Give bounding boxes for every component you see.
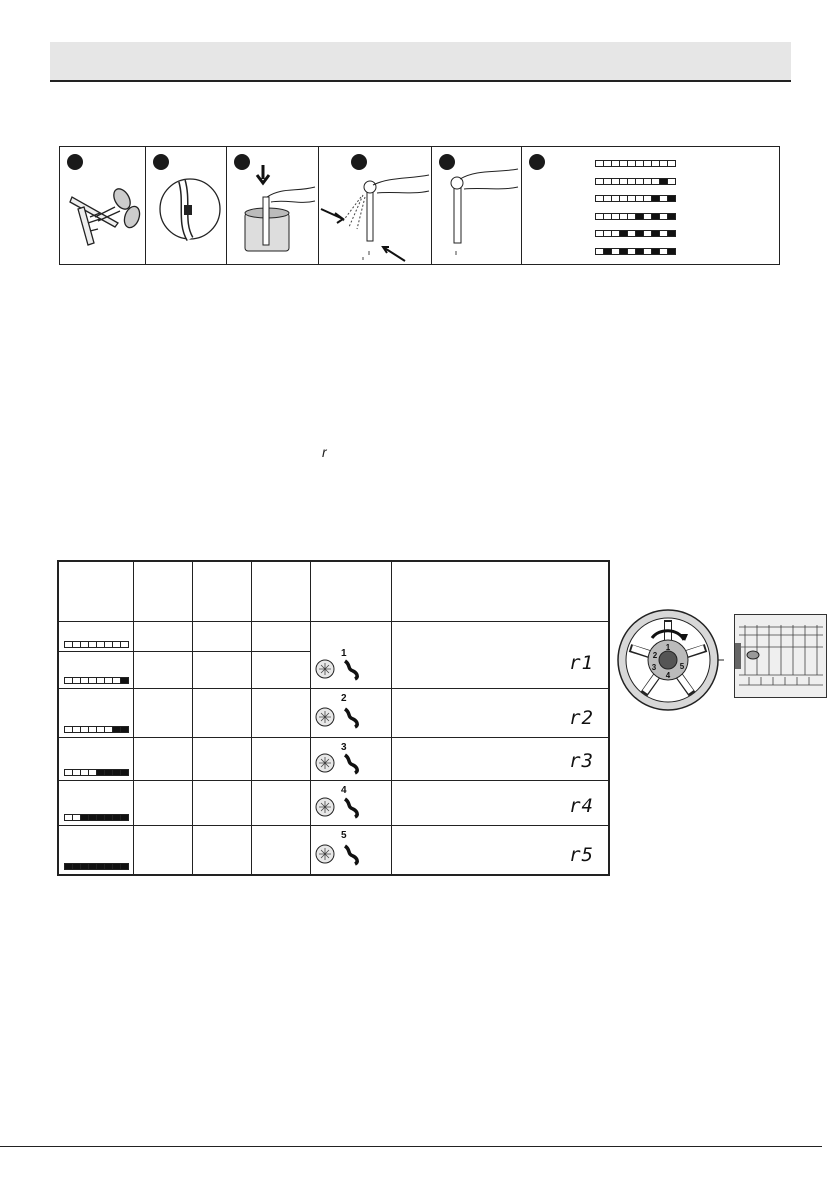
table-row bbox=[58, 825, 609, 875]
table-row bbox=[58, 737, 609, 780]
hardness-value-cell bbox=[193, 825, 252, 875]
level-wrap bbox=[311, 689, 391, 737]
table-row bbox=[58, 688, 609, 737]
strip-hold-icon bbox=[432, 147, 522, 266]
softener-level-icon bbox=[311, 826, 391, 874]
softener-level-icon bbox=[311, 689, 391, 737]
table-header-cell bbox=[252, 561, 311, 621]
dial-label: 4 bbox=[665, 671, 671, 680]
table-header-cell bbox=[58, 561, 134, 621]
hardness-value-cell bbox=[134, 780, 193, 825]
hardness-value-cell bbox=[134, 651, 193, 688]
hardness-strip-cell bbox=[58, 651, 134, 688]
level-wrap bbox=[311, 738, 391, 780]
scissors-icon bbox=[60, 147, 146, 266]
level-wrap bbox=[311, 826, 391, 874]
display-code: r1 bbox=[569, 651, 594, 674]
color-scale-row bbox=[595, 248, 675, 255]
table-row bbox=[58, 621, 609, 651]
display-code: r2 bbox=[569, 706, 594, 729]
hardness-value-cell bbox=[252, 688, 311, 737]
table-header-cell bbox=[311, 561, 392, 621]
step-panel-3 bbox=[227, 147, 319, 264]
display-cell bbox=[392, 825, 610, 875]
color-square bbox=[667, 213, 676, 220]
hardness-value-cell bbox=[193, 780, 252, 825]
hose-icon bbox=[146, 147, 227, 266]
dial-label: 2 bbox=[652, 651, 658, 660]
hardness-value-cell bbox=[252, 621, 311, 651]
hardness-value-cell bbox=[134, 825, 193, 875]
color-scale-row bbox=[595, 160, 675, 167]
color-square bbox=[120, 726, 129, 733]
level-number: 5 bbox=[341, 829, 347, 841]
hardness-value-cell bbox=[252, 825, 311, 875]
hardness-value-cell bbox=[252, 737, 311, 780]
color-square bbox=[667, 178, 676, 185]
level-cell bbox=[311, 688, 392, 737]
level-cell bbox=[311, 780, 392, 825]
color-square bbox=[120, 814, 129, 821]
softener-level-icon bbox=[311, 738, 391, 780]
level-number: 2 bbox=[341, 692, 347, 704]
dial-label: 3 bbox=[651, 663, 657, 672]
display-code: r3 bbox=[569, 749, 594, 772]
color-square bbox=[667, 230, 676, 237]
color-square bbox=[667, 195, 676, 202]
hardness-value-cell bbox=[193, 621, 252, 651]
step-panel-2 bbox=[146, 147, 227, 264]
step-panel-1 bbox=[60, 147, 146, 264]
color-square bbox=[120, 677, 129, 684]
level-wrap bbox=[311, 781, 391, 825]
display-glyph-r: r bbox=[322, 444, 327, 460]
hardness-strip-cell bbox=[58, 737, 134, 780]
hardness-strip bbox=[59, 641, 133, 648]
color-scale-row bbox=[595, 230, 675, 237]
color-square bbox=[120, 641, 129, 648]
instruction-illustrations bbox=[59, 146, 780, 265]
hardness-strip bbox=[59, 726, 133, 733]
hardness-value-cell bbox=[252, 651, 311, 688]
footer-rule bbox=[0, 1146, 822, 1147]
color-scale-row bbox=[595, 213, 675, 220]
dial-label: 1 bbox=[665, 643, 671, 652]
hardness-strip bbox=[59, 814, 133, 821]
level-wrap bbox=[311, 622, 391, 688]
step-panel-5 bbox=[432, 147, 522, 264]
display-code: r5 bbox=[569, 843, 594, 866]
hardness-strip-cell bbox=[58, 825, 134, 875]
hardness-value-cell bbox=[193, 737, 252, 780]
level-number: 4 bbox=[341, 784, 347, 796]
strip-shake-icon bbox=[319, 147, 432, 266]
hardness-value-cell bbox=[193, 688, 252, 737]
softener-level-icon bbox=[311, 781, 391, 825]
hardness-value-cell bbox=[193, 651, 252, 688]
test-strip-dip-icon bbox=[227, 147, 319, 266]
level-number: 3 bbox=[341, 741, 347, 753]
hardness-strip bbox=[59, 769, 133, 776]
color-scale-row bbox=[595, 178, 675, 185]
hardness-strip-cell bbox=[58, 780, 134, 825]
color-square bbox=[667, 160, 676, 167]
hardness-strip-cell bbox=[58, 621, 134, 651]
display-cell bbox=[392, 688, 610, 737]
hardness-value-cell bbox=[134, 737, 193, 780]
display-cell bbox=[392, 737, 610, 780]
table-header-row bbox=[58, 561, 609, 621]
hardness-strip bbox=[59, 677, 133, 684]
display-code: r4 bbox=[569, 794, 594, 817]
hardness-strip bbox=[59, 863, 133, 870]
hardness-value-cell bbox=[134, 688, 193, 737]
section-header-bar bbox=[50, 42, 791, 82]
step-number-dot bbox=[529, 154, 545, 170]
hardness-value-cell bbox=[252, 780, 311, 825]
step-panel-4 bbox=[319, 147, 432, 264]
display-cell bbox=[392, 621, 610, 688]
water-hardness-table bbox=[57, 560, 610, 876]
level-cell bbox=[311, 737, 392, 780]
color-scale-row bbox=[595, 195, 675, 202]
softener-dial-icon bbox=[614, 606, 724, 716]
table-header-cell bbox=[193, 561, 252, 621]
level-cell bbox=[311, 621, 392, 688]
level-number: 1 bbox=[341, 647, 347, 659]
step-panel-6 bbox=[522, 147, 779, 264]
table-header-cell bbox=[134, 561, 193, 621]
color-square bbox=[667, 248, 676, 255]
hardness-value-cell bbox=[134, 621, 193, 651]
dial-label: 5 bbox=[679, 662, 685, 671]
level-cell bbox=[311, 825, 392, 875]
dishwasher-rack-icon bbox=[734, 614, 827, 698]
display-cell bbox=[392, 780, 610, 825]
color-square bbox=[120, 769, 129, 776]
color-square bbox=[120, 863, 129, 870]
table-header-cell bbox=[392, 561, 610, 621]
table-row bbox=[58, 780, 609, 825]
hardness-strip-cell bbox=[58, 688, 134, 737]
